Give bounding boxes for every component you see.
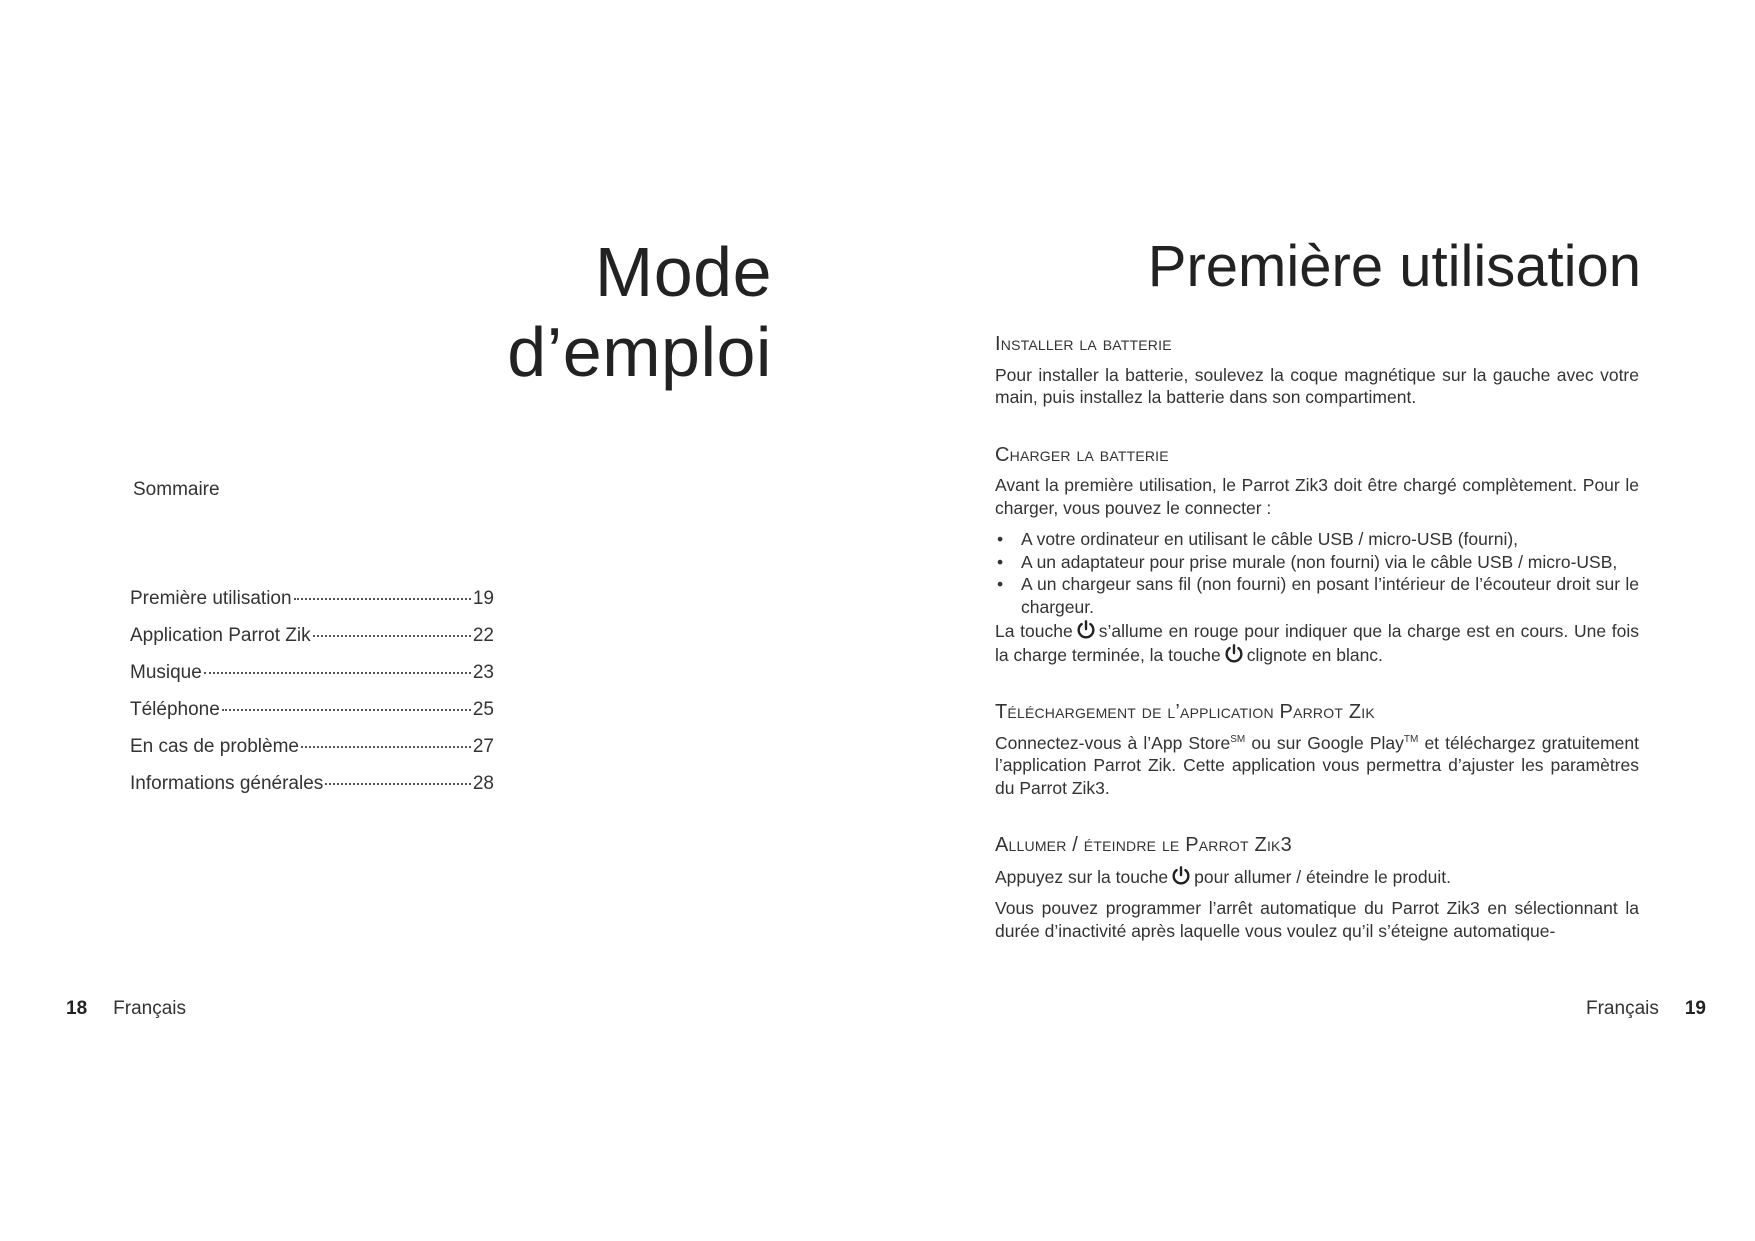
left-page-footer [66,998,186,1020]
toc-page-number: 28 [472,773,494,794]
text-fragment: Connectez-vous à l’App Store [995,732,1231,753]
page-title [507,232,772,392]
service-mark: SM [1230,733,1246,745]
toc-page-number: 23 [472,662,494,683]
right-page [877,0,1755,1241]
text-fragment: s’allume en rouge pour indiquer que la charge est en cours. Une fois la charge terminée, la touche [995,621,1639,665]
section-heading-telechargement: Téléchargement de l’application Parrot Zik [995,701,1375,723]
paragraph-installer: Pour installer la batterie, soulevez la coque magnétique sur la gauche avec votre main, puis installez la batterie dans son compartiment. [995,364,1639,407]
table-of-contents [130,588,494,810]
paragraph-charger-intro: Avant la première utilisation, le Parrot Zik3 doit être chargé complètement. Pour le charger, vous pouvez le connecter : [995,475,1639,518]
text-fragment: clignote en blanc. [1246,644,1383,665]
page-title: Première utilisation [1147,234,1641,299]
section-heading-charger: Charger la batterie [995,443,1169,466]
toc-entry-telephone[interactable] [130,699,494,736]
trademark: TM [1403,733,1419,745]
paragraph-power-button [995,865,1639,889]
toc-entry-musique[interactable] [130,662,494,699]
toc-label: Téléphone [130,699,220,720]
toc-entry-application-parrot-zik[interactable] [130,625,494,662]
toc-label: Informations générales [130,773,324,794]
sommaire-label: Sommaire [133,479,220,500]
page-number: 19 [1684,998,1706,1019]
page-content [995,333,1639,951]
toc-entry-en-cas-de-probleme[interactable] [130,736,494,773]
power-icon [1075,619,1097,641]
toc-page-number: 19 [472,588,494,609]
toc-label: Musique [130,662,202,683]
toc-page-number: 25 [472,699,494,720]
toc-page-number: 27 [472,736,494,757]
toc-entry-premiere-utilisation[interactable] [130,588,494,625]
toc-page-number: 22 [472,625,494,646]
section-heading-allumer: Allumer / éteindre le Parrot Zik3 [995,834,1292,856]
title-line-2: d’emploi [507,313,772,391]
power-icon [1170,865,1192,887]
page-number: 18 [66,998,88,1019]
text-fragment: ou sur Google Play [1245,732,1404,753]
paragraph-auto-off: Vous pouvez programmer l’arrêt automatique du Parrot Zik3 en sélectionnant la durée d’inactivité après laquelle vous voulez qu’il s’éteigne automatique- [995,898,1639,941]
list-item: • A votre ordinateur en utilisant le câble USB / micro-USB (fourni), [995,528,1639,551]
power-icon [1223,643,1245,665]
list-item: • A un chargeur sans fil (non fourni) en posant l’intérieur de l’écouteur droit sur le chargeur. [995,573,1639,618]
toc-leader-dots [294,598,471,600]
toc-label: Application Parrot Zik [130,625,311,646]
toc-leader-dots [313,635,471,637]
text-fragment: Appuyez sur la touche [995,866,1169,887]
section-heading-installer: Installer la batterie [995,333,1172,355]
toc-label: Première utilisation [130,588,292,609]
text-fragment: pour allumer / éteindre le produit. [1194,866,1451,887]
text-fragment: La touche [995,621,1073,641]
language-label: Français [1586,998,1659,1019]
toc-leader-dots [204,672,471,674]
toc-leader-dots [222,709,471,711]
toc-entry-informations-generales[interactable] [130,773,494,810]
toc-label: En cas de problème [130,736,299,757]
toc-leader-dots [301,746,471,748]
toc-leader-dots [325,783,471,785]
text-fragment: et téléchargez gratuitement l’application Parrot Zik. Cette application vous permettra d’ajuster les paramètres du Parrot Zik3. [995,732,1639,798]
left-page [0,0,877,1241]
list-item: • A un adaptateur pour prise murale (non fourni) via le câble USB / micro-USB, [995,551,1639,574]
charging-options-list [995,528,1639,618]
right-page-footer [1586,998,1706,1020]
paragraph-charge-indicator [995,619,1639,666]
title-line-1: Mode [594,233,772,311]
paragraph-telechargement [995,732,1639,800]
language-label: Français [113,998,186,1019]
